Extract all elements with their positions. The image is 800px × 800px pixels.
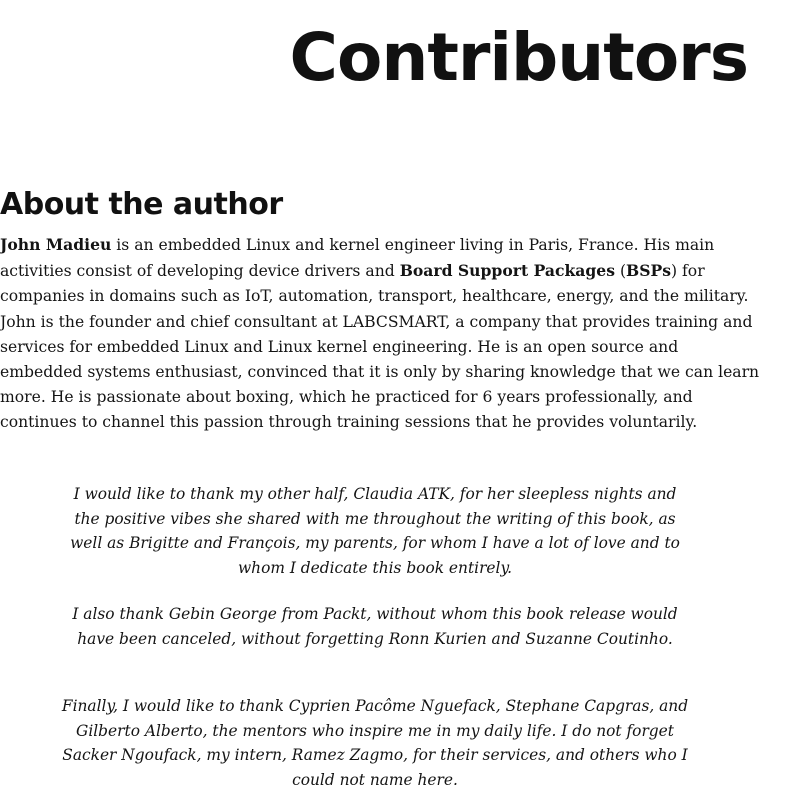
bio-open-paren: ( <box>615 262 627 281</box>
author-name: John Madieu <box>0 235 112 254</box>
bsp-abbreviation: BSPs <box>626 261 671 281</box>
chapter-title: Contributors <box>289 19 748 96</box>
acknowledgment-paragraph-1: I would like to thank my other half, Claudia ATK, for her sleepless nights and the positive vibes she shared with me throughout the writing of this book, as well as Brigitte and François, my parents, for whom I have a lot of love and to whom I dedicate this book entirely. <box>70 485 680 577</box>
author-bio-paragraph <box>0 232 760 436</box>
bio-text-part-2: ) for companies in domains such as IoT, automation, transport, healthcare, energy, and the military. John is the founder and chief consultant at LABCSMART, a company that provides training and services for embedded Linux and Linux kernel engineering. He is an open source and embedded systems enthusiast, convinced that it is only by sharing knowledge that we can learn more. He is passionate about boxing, which he practiced for 6 years professionally, and continues to channel this passion through training sessions that he provides voluntarily. <box>0 262 760 432</box>
bsp-term: Board Support Packages <box>399 261 615 281</box>
section-heading: About the author <box>0 187 283 222</box>
acknowledgment-paragraph-3: Finally, I would like to thank Cyprien Pacôme Nguefack, Stephane Capgras, and Gilberto Alberto, the mentors who inspire me in my daily life. I do not forget Sacker Ngoufack, my intern, Ramez Zagmo, for their services, and others who I could not name here. <box>61 697 689 789</box>
bio-text-part-1: is an embedded Linux and kernel engineer living in Paris, France. His main activities consist of developing device drivers and <box>0 236 715 281</box>
acknowledgment-paragraph-2: I also thank Gebin George from Packt, without whom this book release would have been canceled, without forgetting Ronn Kurien and Suzanne Coutinho. <box>72 605 678 648</box>
